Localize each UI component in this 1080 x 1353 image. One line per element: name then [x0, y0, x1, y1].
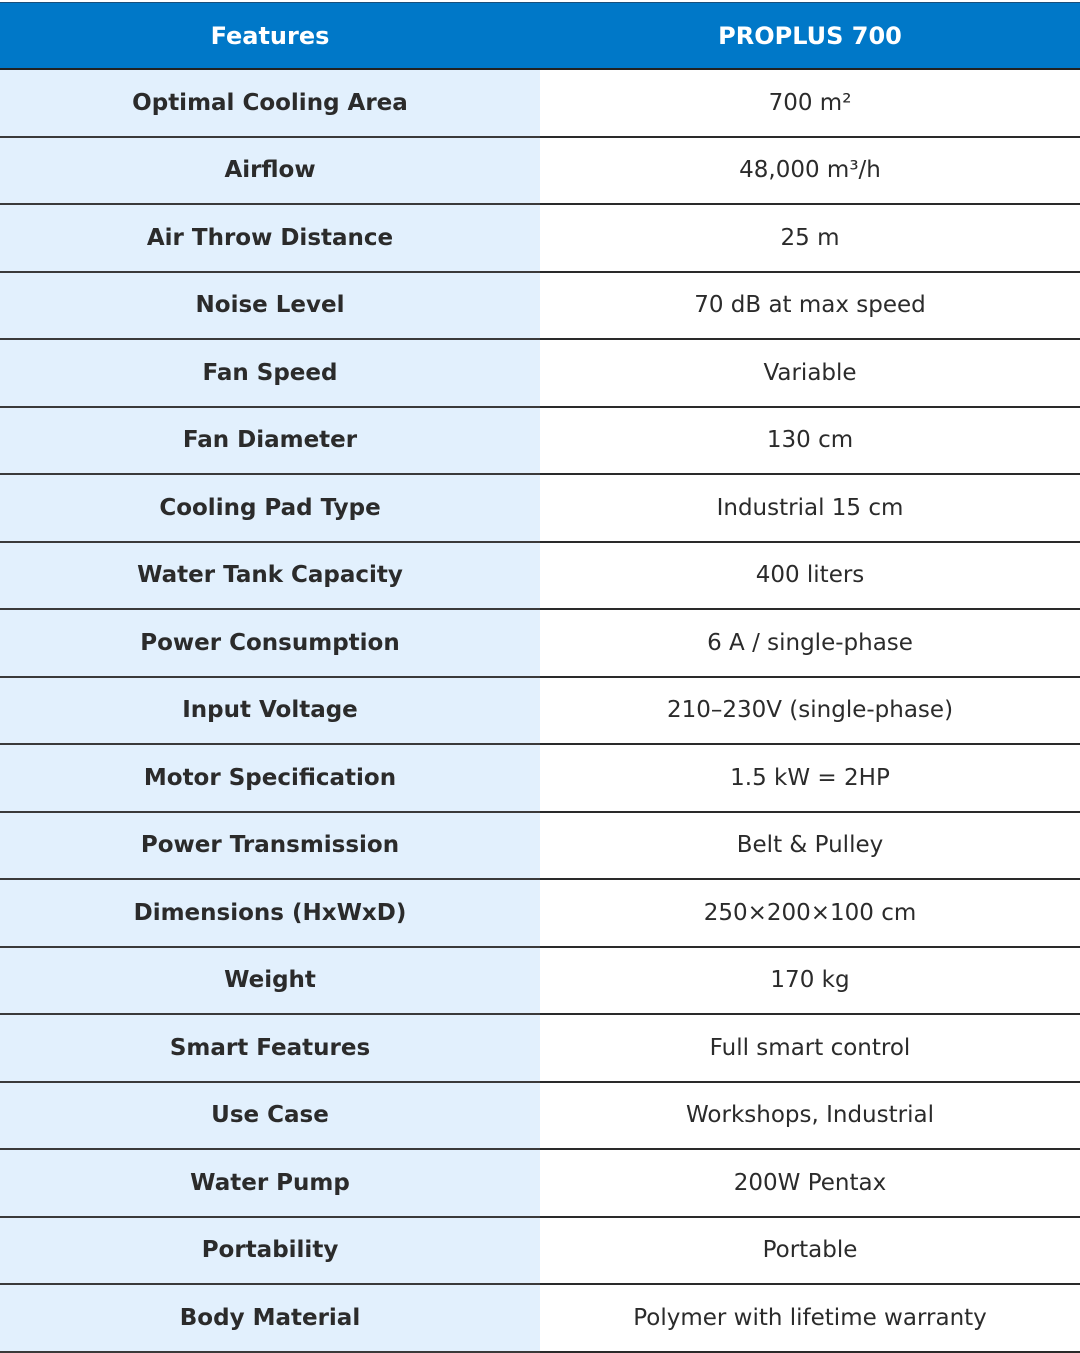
value-cell: 130 cm [540, 407, 1080, 475]
value-cell: Variable [540, 339, 1080, 407]
feature-cell: Cooling Pad Type [0, 474, 540, 542]
feature-cell: Dimensions (HxWxD) [0, 879, 540, 947]
table-row [0, 1284, 1080, 1352]
feature-cell: Smart Features [0, 1014, 540, 1082]
value-cell: 70 dB at max speed [540, 272, 1080, 340]
table-header [0, 3, 1080, 70]
table-row [0, 69, 1080, 137]
header-row [0, 3, 1080, 70]
value-cell: 400 liters [540, 542, 1080, 610]
value-cell: 250×200×100 cm [540, 879, 1080, 947]
features-column-header: Features [0, 3, 540, 70]
feature-cell: Noise Level [0, 272, 540, 340]
spec-table [0, 2, 1080, 1353]
value-cell: Workshops, Industrial [540, 1082, 1080, 1150]
feature-cell: Portability [0, 1217, 540, 1285]
model-column-header: PROPLUS 700 [540, 3, 1080, 70]
table-row [0, 744, 1080, 812]
value-cell: Full smart control [540, 1014, 1080, 1082]
table-row [0, 542, 1080, 610]
value-cell: 170 kg [540, 947, 1080, 1015]
table-row [0, 204, 1080, 272]
value-cell: Industrial 15 cm [540, 474, 1080, 542]
value-cell: 200W Pentax [540, 1149, 1080, 1217]
value-cell: Portable [540, 1217, 1080, 1285]
feature-cell: Weight [0, 947, 540, 1015]
value-cell: 6 A / single-phase [540, 609, 1080, 677]
value-cell: 700 m² [540, 69, 1080, 137]
table-row [0, 1149, 1080, 1217]
feature-cell: Use Case [0, 1082, 540, 1150]
table-row [0, 677, 1080, 745]
feature-cell: Water Tank Capacity [0, 542, 540, 610]
table-row [0, 474, 1080, 542]
feature-cell: Fan Diameter [0, 407, 540, 475]
feature-cell: Optimal Cooling Area [0, 69, 540, 137]
value-cell: 48,000 m³/h [540, 137, 1080, 205]
table-row [0, 1217, 1080, 1285]
table-row [0, 407, 1080, 475]
feature-cell: Air Throw Distance [0, 204, 540, 272]
feature-cell: Power Transmission [0, 812, 540, 880]
table-row [0, 1082, 1080, 1150]
feature-cell: Airflow [0, 137, 540, 205]
value-cell: 210–230V (single-phase) [540, 677, 1080, 745]
feature-cell: Power Consumption [0, 609, 540, 677]
feature-cell: Body Material [0, 1284, 540, 1352]
table-row [0, 812, 1080, 880]
feature-cell: Fan Speed [0, 339, 540, 407]
table-row [0, 947, 1080, 1015]
value-cell: 25 m [540, 204, 1080, 272]
table-row [0, 879, 1080, 947]
table-body [0, 69, 1080, 1352]
feature-cell: Water Pump [0, 1149, 540, 1217]
value-cell: Belt & Pulley [540, 812, 1080, 880]
feature-cell: Input Voltage [0, 677, 540, 745]
table-row [0, 609, 1080, 677]
table-row [0, 272, 1080, 340]
value-cell: 1.5 kW = 2HP [540, 744, 1080, 812]
feature-cell: Motor Specification [0, 744, 540, 812]
table-row [0, 1014, 1080, 1082]
table-row [0, 339, 1080, 407]
table-row [0, 137, 1080, 205]
value-cell: Polymer with lifetime warranty [540, 1284, 1080, 1352]
